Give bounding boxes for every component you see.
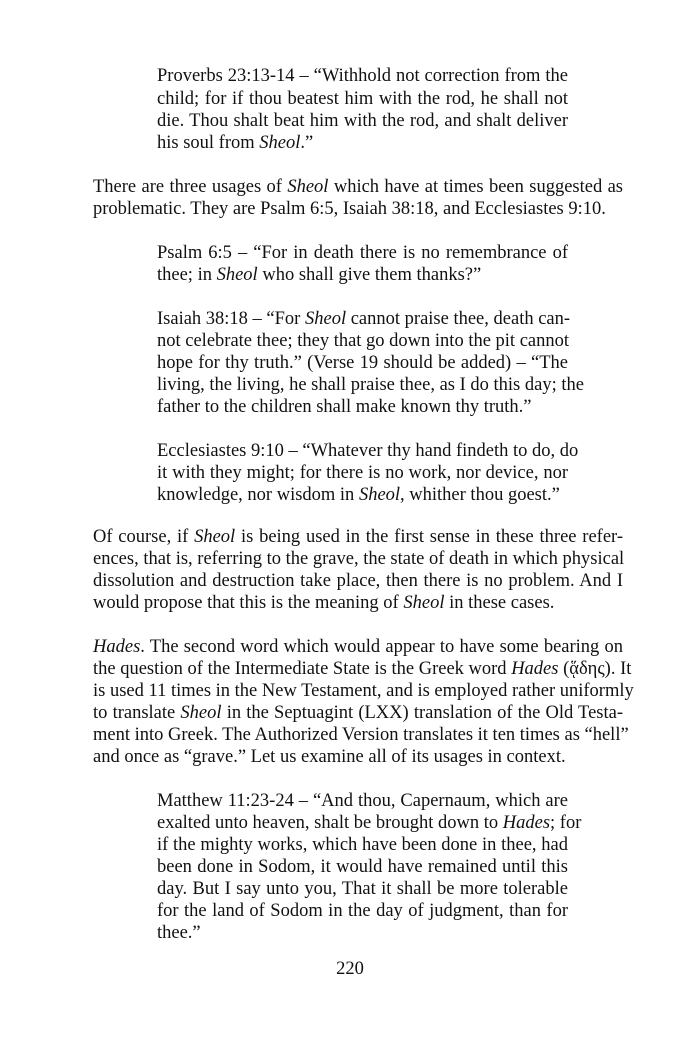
quotation-line	[157, 242, 568, 264]
paragraph-line	[93, 570, 623, 592]
italic-term: Hades	[502, 813, 551, 833]
text-run: not celebrate thee; they that go down into the pit cannot	[157, 331, 570, 351]
text-run: would propose that this is the meaning of	[93, 593, 404, 613]
text-run: hope for thy truth.” (Verse 19 should be added) – “The	[157, 353, 568, 373]
text-run: who shall give them thanks?”	[257, 265, 482, 285]
italic-term: Sheol	[403, 593, 445, 613]
quotation-line	[157, 132, 313, 154]
paragraph-line	[93, 680, 634, 702]
paragraph-line	[93, 198, 606, 220]
paragraph-line	[93, 176, 623, 198]
text-run: it with they might; for there is no work, nor device, nor	[157, 463, 568, 483]
quotation-line	[157, 922, 201, 944]
quotation-line	[157, 110, 568, 132]
text-run: for the land of Sodom in the day of judgment, than for	[157, 901, 568, 921]
text-run: , whither thou goest.”	[400, 485, 560, 505]
text-run: (ᾅδης). It	[558, 659, 632, 679]
text-run: in these cases.	[444, 593, 555, 613]
text-run: Ecclesiastes 9:10 – “Whatever thy hand findeth to do, do	[157, 441, 579, 461]
italic-term: Hades	[93, 637, 141, 657]
text-run: to translate	[93, 703, 181, 723]
quotation-line	[157, 900, 568, 922]
text-run: father to the children shall make known thy truth.”	[157, 397, 532, 417]
text-run: in the Septuagint (LXX) translation of the Old Testa-	[221, 703, 623, 723]
italic-term: Sheol	[194, 527, 236, 547]
text-run: is used 11 times in the New Testament, and is employed rather uniformly	[93, 681, 634, 701]
quotation-line	[157, 374, 584, 396]
italic-term: Sheol	[304, 309, 347, 329]
quotation-line	[157, 352, 568, 374]
text-run: ences, that is, referring to the grave, the state of death in which physical	[93, 549, 625, 569]
paragraph-line	[93, 658, 632, 680]
text-run: .”	[300, 133, 314, 153]
text-run: if the mighty works, which have been done in thee, had	[157, 835, 568, 855]
italic-term: Sheol	[216, 265, 258, 285]
paragraph-line	[93, 724, 629, 746]
quotation-line	[157, 264, 481, 286]
italic-term: Hades	[511, 659, 559, 679]
italic-term: Sheol	[358, 485, 401, 505]
text-run: his soul from	[157, 133, 260, 153]
paragraph-line	[93, 548, 623, 570]
quotation-line	[157, 790, 568, 812]
text-run: problematic. They are Psalm 6:5, Isaiah 38:18, and Ecclesiastes 9:10.	[93, 199, 606, 219]
text-run: the question of the Intermediate State is the Greek word	[93, 659, 512, 679]
text-run: child; for if thou beatest him with the rod, he shall not	[157, 89, 568, 109]
paragraph-line	[93, 636, 623, 658]
text-run: Of course, if	[93, 527, 195, 547]
page-number: 220	[336, 959, 364, 979]
text-run: Isaiah 38:18 – “For	[157, 309, 305, 329]
text-run: and once as “grave.” Let us examine all of its usages in context.	[93, 747, 566, 767]
text-run: cannot praise thee, death can-	[346, 309, 571, 329]
text-run: exalted unto heaven, shalt be brought down to	[157, 813, 503, 833]
italic-term: Sheol	[259, 133, 301, 153]
italic-term: Sheol	[180, 703, 222, 723]
text-run: There are three usages of	[93, 177, 288, 197]
text-run: ment into Greek. The Authorized Version translates it ten times as “hell”	[93, 725, 629, 745]
text-run: thee; in	[157, 265, 217, 285]
quotation-line	[157, 878, 568, 900]
text-run: living, the living, he shall praise thee, as I do this day; the	[157, 375, 584, 395]
text-run: been done in Sodom, it would have remained until this	[157, 857, 568, 877]
paragraph-line	[93, 526, 623, 548]
text-run: knowledge, nor wisdom in	[157, 485, 359, 505]
paragraph-line	[93, 746, 566, 768]
quotation-line	[157, 856, 568, 878]
paragraph-line	[93, 592, 554, 614]
quotation-line	[157, 462, 568, 484]
quotation-line	[157, 308, 571, 330]
text-run: Matthew 11:23-24 – “And thou, Capernaum, which are	[157, 791, 568, 811]
text-run: Proverbs 23:13-14 – “Withhold not correction from the	[157, 66, 568, 86]
text-run: die. Thou shalt beat him with the rod, and shalt deliver	[157, 111, 568, 131]
text-run: is being used in the first sense in these three refer-	[235, 527, 623, 547]
quotation-line	[157, 440, 579, 462]
quotation-line	[157, 812, 582, 834]
text-run: thee.”	[157, 923, 201, 943]
text-run: which have at times been suggested as	[328, 177, 624, 197]
italic-term: Sheol	[287, 177, 329, 197]
text-run: dissolution and destruction take place, then there is no problem. And I	[93, 571, 623, 591]
quotation-line	[157, 65, 568, 87]
quotation-line	[157, 88, 568, 110]
text-run: ; for	[550, 813, 582, 833]
text-run: . The second word which would appear to have some bearing on	[140, 637, 623, 657]
paragraph-line	[93, 702, 623, 724]
quotation-line	[157, 834, 568, 856]
quotation-line	[157, 330, 568, 352]
quotation-line	[157, 396, 532, 418]
text-run: day. But I say unto you, That it shall be more tolerable	[157, 879, 568, 899]
quotation-line	[157, 484, 560, 506]
text-run: Psalm 6:5 – “For in death there is no remembrance of	[157, 243, 568, 263]
